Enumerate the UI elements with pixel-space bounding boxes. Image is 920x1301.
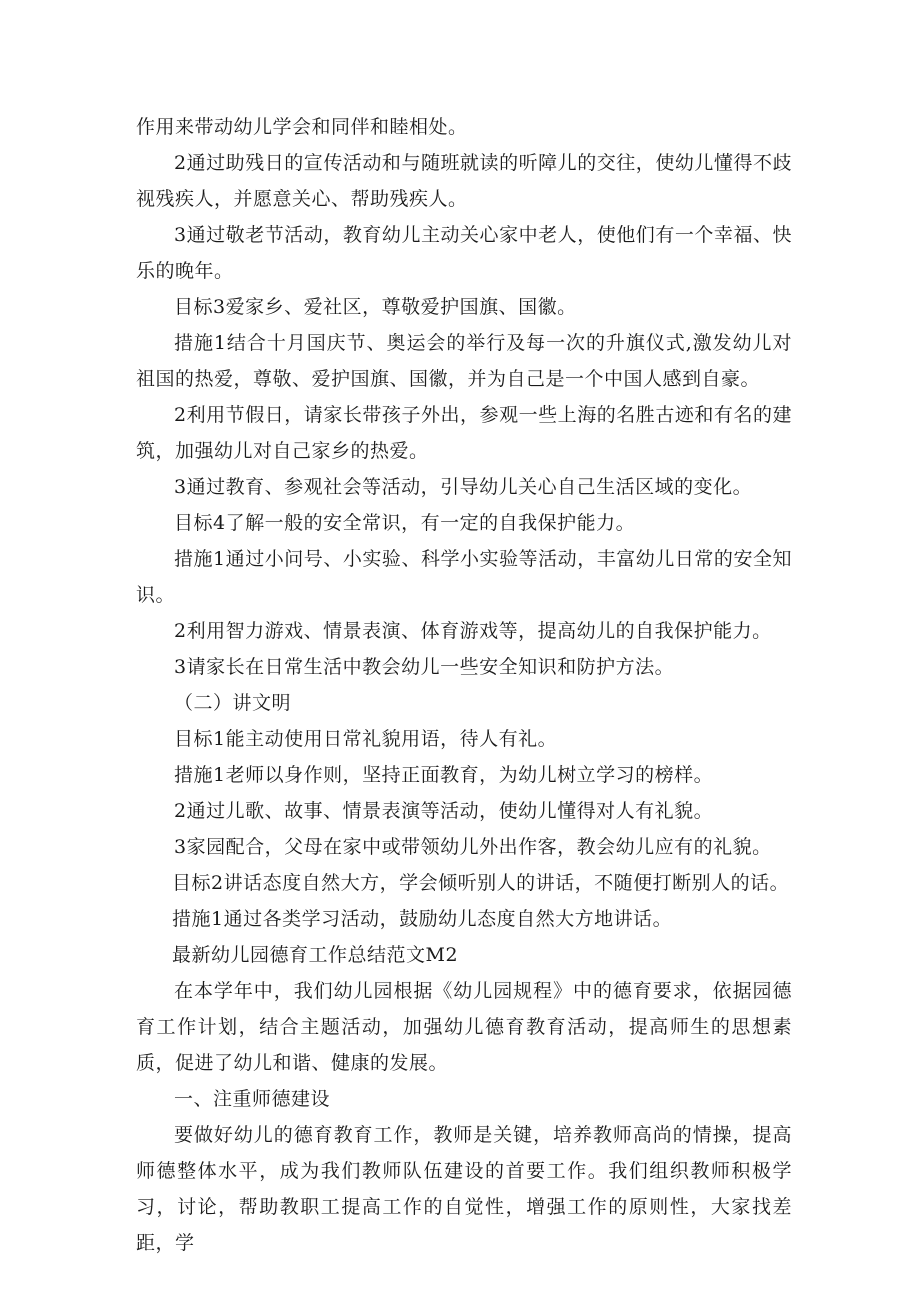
paragraph: 2利用节假日，请家长带孩子外出，参观一些上海的名胜古迹和有名的建筑，加强幼儿对自己家乡的热爱。 [136, 404, 792, 462]
paragraph: 3请家长在日常生活中教会幼儿一些安全知识和防护方法。 [174, 656, 675, 678]
paragraph: 措施1老师以身作则，坚持正面教育，为幼儿树立学习的榜样。 [174, 764, 714, 786]
paragraph: 在本学年中，我们幼儿园根据《幼儿园规程》中的德育要求，依据园德育工作计划，结合主题活动，加强幼儿德育教育活动，提高师生的思想素质，促进了幼儿和谐、健康的发展。 [136, 980, 792, 1074]
section-heading: （二）讲文明 [174, 692, 292, 714]
paragraph: 目标4了解一般的安全常识，有一定的自我保护能力。 [174, 512, 636, 534]
paragraph: 要做好幼儿的德育教育工作，教师是关键，培养教师高尚的情操，提高师德整体水平，成为我们教师队伍建设的首要工作。我们组织教师积极学习，讨论，帮助教职工提高工作的自觉性，增强工作的原则性，大家找差距，学 [136, 1124, 792, 1254]
paragraph: 目标3爱家乡、爱社区，尊敬爱护国旗、国徽。 [174, 296, 577, 318]
paragraph: 目标1能主动使用日常礼貌用语，待人有礼。 [174, 728, 558, 750]
paragraph: 2利用智力游戏、情景表演、体育游戏等，提高幼儿的自我保护能力。 [174, 620, 772, 642]
paragraph: 措施1结合十月国庆节、奥运会的举行及每一次的升旗仪式,激发幼儿对祖国的热爱，尊敬、爱护国旗、国徽，并为自己是一个中国人感到自豪。 [136, 332, 792, 390]
paragraph: 3通过教育、参观社会等活动，引导幼儿关心自己生活区域的变化。 [174, 476, 753, 498]
section-heading: 一、注重师德建设 [174, 1088, 331, 1110]
paragraph: 目标2讲话态度自然大方，学会倾听别人的讲话，不随便打断别人的话。 [172, 872, 790, 894]
paragraph: 3通过敬老节活动，教育幼儿主动关心家中老人，使他们有一个幸福、快乐的晚年。 [136, 224, 792, 282]
paragraph: 2通过儿歌、故事、情景表演等活动，使幼儿懂得对人有礼貌。 [174, 800, 714, 822]
document-title: 最新幼儿园德育工作总结范文M2 [172, 944, 459, 966]
paragraph: 作用来带动幼儿学会和同伴和睦相处。 [136, 116, 468, 138]
paragraph: 措施1通过各类学习活动，鼓励幼儿态度自然大方地讲话。 [172, 908, 673, 930]
paragraph: 3家园配合，父母在家中或带领幼儿外出作客，教会幼儿应有的礼貌。 [174, 836, 772, 858]
document-body [136, 109, 792, 1261]
paragraph: 2通过助残日的宣传活动和与随班就读的听障儿的交往，使幼儿懂得不歧视残疾人，并愿意关心、帮助残疾人。 [136, 152, 792, 210]
paragraph: 措施1通过小问号、小实验、科学小实验等活动，丰富幼儿日常的安全知识。 [136, 548, 792, 606]
